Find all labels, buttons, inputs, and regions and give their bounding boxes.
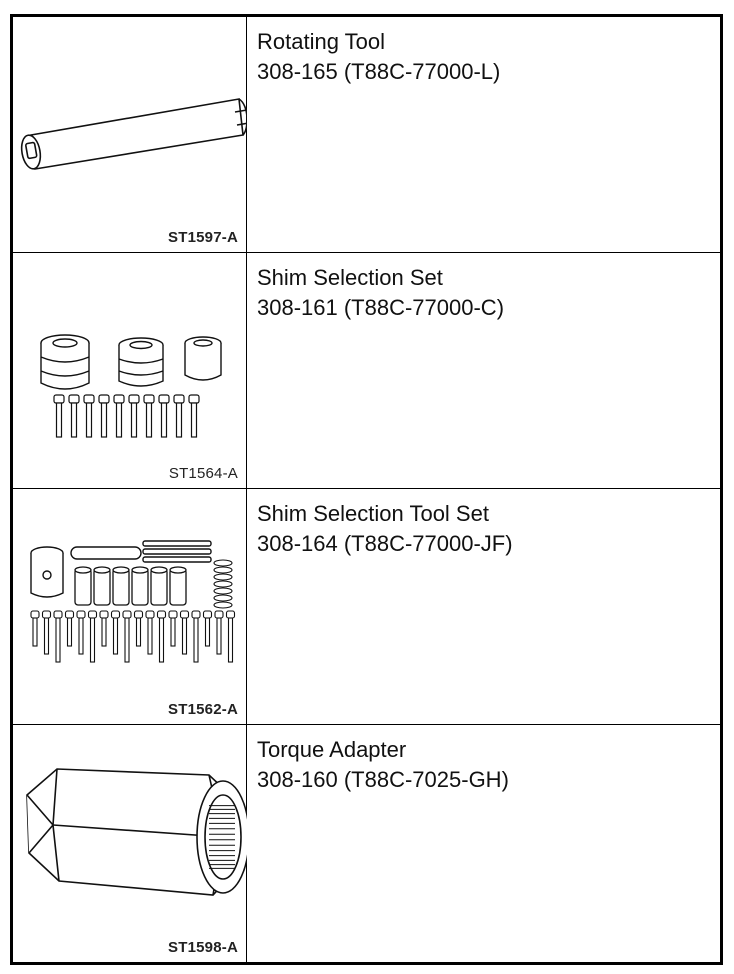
tool-text-cell <box>247 725 720 972</box>
tool-number: 308-164 (T88C-77000-JF) <box>257 531 513 556</box>
torque-adapter-icon <box>13 725 247 961</box>
tool-image-cell <box>13 253 247 488</box>
tool-number: 308-165 (T88C-77000-L) <box>257 59 501 84</box>
tool-name: Shim Selection Set <box>257 265 443 290</box>
tool-row-torque-adapter <box>13 725 720 962</box>
tool-row-rotating-tool <box>13 17 720 253</box>
shim-selection-set-icon <box>13 253 247 489</box>
illustration-code: ST1598-A <box>168 939 238 956</box>
rotating-tool-tube-icon <box>13 17 247 253</box>
special-tools-table <box>10 14 723 965</box>
tool-text-cell <box>247 17 720 262</box>
illustration-code: ST1564-A <box>168 465 238 482</box>
tool-name: Torque Adapter <box>257 737 407 762</box>
tool-name: Rotating Tool <box>257 29 386 54</box>
tool-text-cell <box>247 489 720 734</box>
tool-number: 308-160 (T88C-7025-GH) <box>257 767 509 792</box>
illustration-code: ST1562-A <box>168 701 238 718</box>
tool-row-shim-selection-tool-set <box>13 489 720 725</box>
tool-row-shim-selection-set <box>13 253 720 489</box>
shim-selection-tool-set-icon <box>13 489 247 725</box>
tool-text-cell <box>247 253 720 498</box>
tool-image-cell <box>13 17 247 252</box>
tool-number: 308-161 (T88C-77000-C) <box>257 295 505 320</box>
tool-name: Shim Selection Tool Set <box>257 501 489 526</box>
tool-image-cell <box>13 725 247 962</box>
illustration-code: ST1597-A <box>168 229 238 246</box>
tool-image-cell <box>13 489 247 724</box>
